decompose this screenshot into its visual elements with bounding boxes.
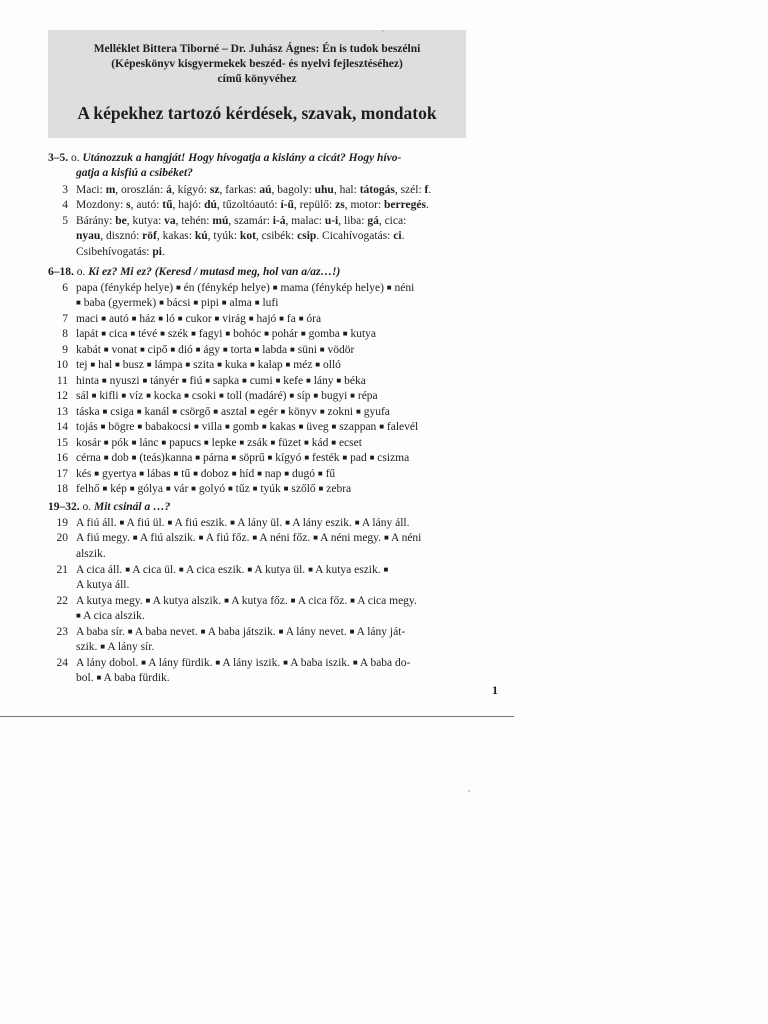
text-line: Maci: m, oroszlán: á, kígyó: sz, farkas: aú, bagoly: uhu, hal: tátogás, szél: f.: [76, 184, 432, 196]
line-number: 12: [56, 390, 68, 402]
line-number: 23: [56, 626, 68, 638]
text-line: alszik.: [76, 548, 106, 560]
section-1-ref: 3–5.: [48, 152, 69, 164]
text-line: A kutya áll.: [76, 579, 130, 591]
text-line: táska ■ csiga ■ kanál ■ csörgő ■ asztal ■ egér ■ könyv ■ zokni ■ gyufa: [76, 406, 390, 418]
scan-speck: [468, 790, 470, 792]
section-1-heading-cont: [76, 166, 193, 181]
section-3-question: Mit csinál a …?: [94, 501, 171, 513]
text-line: kés ■ gyertya ■ lábas ■ tű ■ doboz ■ híd ■ nap ■ dugó ■ fű: [76, 468, 336, 480]
text-line: A baba sír. ■ A baba nevet. ■ A baba játszik. ■ A lány nevet. ■ A lány ját-: [76, 626, 406, 638]
section-3-heading: [48, 500, 170, 515]
text-line: tojás ■ bögre ■ babakocsi ■ villa ■ gomb ■ kakas ■ üveg ■ szappan ■ falevél: [76, 421, 419, 433]
text-line: tej ■ hal ■ busz ■ lámpa ■ szita ■ kuka ■ kalap ■ méz ■ olló: [76, 359, 341, 371]
line-number: 14: [56, 421, 68, 433]
line-number: 11: [56, 375, 68, 387]
header-line-1: Melléklet Bittera Tiborné – Dr. Juhász Ágnes: Én is tudok beszélni: [93, 43, 421, 55]
line-number: 9: [62, 344, 68, 356]
line-number: 3: [62, 184, 68, 196]
line-number: 8: [62, 328, 68, 340]
text-line: papa (fénykép helye) ■ én (fénykép helye) ■ mama (fénykép helye) ■ néni: [76, 282, 415, 294]
section-3-ref-o: o.: [79, 501, 94, 513]
line-number: 16: [56, 452, 68, 464]
line-number: 22: [56, 595, 68, 607]
section-2-ref-o: o.: [73, 266, 89, 278]
section-2-question: Ki ez? Mi ez? (Keresd / mutasd meg, hol van a/az…!): [88, 266, 341, 278]
line-number: 21: [56, 564, 68, 576]
text-line: A lány dobol. ■ A lány fürdik. ■ A lány iszik. ■ A baba iszik. ■ A baba do-: [76, 657, 411, 669]
section-1-ref-o: o.: [68, 152, 83, 164]
scan-speck: [382, 30, 384, 32]
text-line: felhő ■ kép ■ gólya ■ vár ■ golyó ■ tűz ■ tyúk ■ szőlő ■ zebra: [76, 483, 352, 495]
text-line: A cica áll. ■ A cica ül. ■ A cica eszik. ■ A kutya ül. ■ A kutya eszik. ■: [76, 564, 389, 576]
page-title: A képekhez tartozó kérdések, szavak, mondatok: [77, 103, 437, 123]
section-1-question-cont: gatja a kisfiú a csibéket?: [76, 167, 193, 179]
text-line: maci ■ autó ■ ház ■ ló ■ cukor ■ virág ■ hajó ■ fa ■ óra: [76, 313, 322, 325]
text-line: nyau, disznó: röf, kakas: kú, tyúk: kot, csibék: csip. Cicahívogatás: ci.: [76, 230, 405, 242]
line-number: 15: [56, 437, 68, 449]
text-line: kosár ■ pók ■ lánc ■ papucs ■ lepke ■ zsák ■ füzet ■ kád ■ ecset: [76, 437, 362, 449]
line-number: 18: [56, 483, 68, 495]
line-number: 24: [56, 657, 68, 669]
line-number: 20: [56, 532, 68, 544]
text-line: szik. ■ A lány sír.: [76, 641, 155, 653]
bottom-rule: [0, 716, 514, 717]
section-1-heading: [48, 151, 401, 166]
line-number: 19: [56, 517, 68, 529]
text-line: lapát ■ cica ■ tévé ■ szék ■ fagyi ■ bohóc ■ pohár ■ gomba ■ kutya: [76, 328, 377, 340]
text-line: ■ baba (gyermek) ■ bácsi ■ pipi ■ alma ■ lufi: [76, 297, 279, 309]
line-number: 7: [62, 313, 68, 325]
text-line: Bárány: be, kutya: va, tehén: mú, szamár: i-á, malac: u-i, liba: gá, cica:: [76, 215, 407, 227]
line-number: 6: [62, 282, 68, 294]
section-3-ref: 19–32.: [48, 501, 80, 513]
text-line: kabát ■ vonat ■ cipő ■ dió ■ ágy ■ torta ■ labda ■ süni ■ vödör: [76, 344, 355, 356]
line-number: 10: [56, 359, 68, 371]
text-line: cérna ■ dob ■ (teás)kanna ■ párna ■ söprű ■ kígyó ■ festék ■ pad ■ csizma: [76, 452, 410, 464]
text-line: A fiú áll. ■ A fiú ül. ■ A fiú eszik. ■ A lány ül. ■ A lány eszik. ■ A lány áll.: [76, 517, 410, 529]
line-number: 4: [62, 199, 68, 211]
text-line: hinta ■ nyuszi ■ tányér ■ fiú ■ sapka ■ cumi ■ kefe ■ lány ■ béka: [76, 375, 366, 387]
text-line: Mozdony: s, autó: tű, hajó: dú, tűzoltóautó: í-ű, repülő: zs, motor: berregés.: [76, 199, 429, 211]
line-number: 5: [62, 215, 68, 227]
text-line: ■ A cica alszik.: [76, 610, 145, 622]
page-number: 1: [492, 683, 498, 697]
line-number: 17: [56, 468, 68, 480]
section-2-heading: [48, 265, 340, 280]
text-line: Csibehívogatás: pi.: [76, 246, 165, 258]
text-line: A fiú megy. ■ A fiú alszik. ■ A fiú főz. ■ A néni főz. ■ A néni megy. ■ A néni: [76, 532, 422, 544]
header-line-3: című könyvéhez: [217, 73, 297, 85]
section-2-ref: 6–18.: [48, 266, 74, 278]
section-1-question: Utánozzuk a hangját! Hogy hívogatja a kislány a cicát? Hogy hívo-: [82, 152, 402, 164]
text-line: A kutya megy. ■ A kutya alszik. ■ A kutya főz. ■ A cica főz. ■ A cica megy.: [76, 595, 417, 607]
text-line: bol. ■ A baba fürdik.: [76, 672, 170, 684]
header-line-2: (Képeskönyv kisgyermekek beszéd- és nyelvi fejlesztéséhez): [111, 58, 403, 70]
text-line: sál ■ kifli ■ víz ■ kocka ■ csoki ■ toll (madáré) ■ síp ■ bugyi ■ répa: [76, 390, 378, 402]
line-number: 13: [56, 406, 68, 418]
